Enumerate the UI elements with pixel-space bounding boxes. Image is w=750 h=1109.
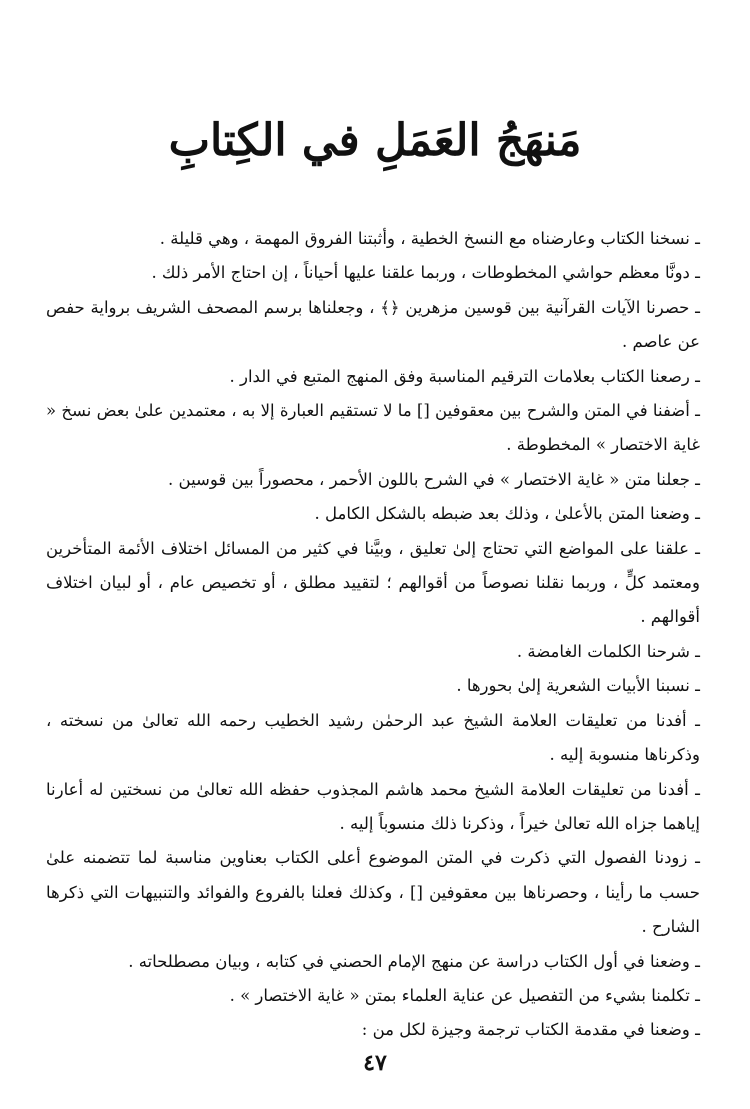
bullet-dash: ـ xyxy=(689,985,700,1005)
bullet-dash: ـ xyxy=(689,366,700,386)
list-item-text: رصعنا الكتاب بعلامات الترقيم المناسبة وفق المنهج المتبع في الدار . xyxy=(229,366,690,386)
list-item xyxy=(46,256,700,290)
bullet-dash: ـ xyxy=(686,710,700,730)
list-item xyxy=(46,1013,700,1047)
list-item xyxy=(46,773,700,842)
list-item-text: زودنا الفصول التي ذكرت في المتن الموضوع أعلى الكتاب بعناوين مناسبة لما تتضمنه علىٰ حسب ما رأينا ، وحصرناها بين معقوفين [] ، وكذلك فعلنا بالفروع والفوائد والتنبيهات التي ذكرها الشارح . xyxy=(46,848,700,937)
list-item xyxy=(46,291,700,360)
bullet-dash: ـ xyxy=(689,641,700,661)
bullet-dash: ـ xyxy=(689,297,700,317)
bullet-dash: ـ xyxy=(689,951,700,971)
list-item xyxy=(46,635,700,669)
methodology-list xyxy=(46,222,700,1048)
page-number: ٤٧ xyxy=(363,1050,387,1076)
list-item xyxy=(46,945,700,979)
bullet-dash: ـ xyxy=(689,229,700,248)
list-item-text: دونَّا معظم حواشي المخطوطات ، وربما علقنا عليها أحياناً ، إن احتاج الأمر ذلك . xyxy=(151,263,690,283)
list-item-text: جعلنا متن « غاية الاختصار » في الشرح باللون الأحمر ، محصوراً بين قوسين . xyxy=(168,469,690,489)
list-item xyxy=(46,979,700,1013)
list-item-text: تكلمنا بشيء من التفصيل عن عناية العلماء بمتن « غاية الاختصار » . xyxy=(229,985,690,1005)
list-item-text: نسبنا الأبيات الشعرية إلىٰ بحورها . xyxy=(456,676,690,696)
list-item xyxy=(46,669,700,703)
list-item xyxy=(46,222,700,256)
list-item-text: علقنا على المواضع التي تحتاج إلىٰ تعليق ، وبيَّنا في كثير من المسائل اختلاف الأئمة المتأخرين ومعتمد كلٍّ ، وربما نقلنا نصوصاً من أقوالهم ؛ لتقييد مطلق ، أو تخصيص عام ، أو لبيان اختلاف أقوالهم . xyxy=(46,538,700,627)
list-item xyxy=(46,841,700,944)
bullet-dash: ـ xyxy=(689,401,700,421)
list-item-text: وضعنا في أول الكتاب دراسة عن منهج الإمام الحصني في كتابه ، وبيان مصطلحاته . xyxy=(128,951,690,971)
bullet-dash: ـ xyxy=(689,263,700,283)
list-item-text: شرحنا الكلمات الغامضة . xyxy=(516,641,690,661)
bullet-dash: ـ xyxy=(688,779,700,799)
list-item-text: حصرنا الآيات القرآنية بين قوسين مزهرين ﴿﴾ ، وجعلناها برسم المصحف الشريف برواية حفص عن عاصم . xyxy=(46,297,700,352)
bullet-dash: ـ xyxy=(688,538,700,558)
bullet-dash: ـ xyxy=(687,848,700,868)
list-item-text: وضعنا في مقدمة الكتاب ترجمة وجيزة لكل من : xyxy=(361,1020,690,1040)
bullet-dash: ـ xyxy=(689,1020,700,1040)
bullet-dash: ـ xyxy=(689,676,700,696)
list-item-text: وضعنا المتن بالأعلىٰ ، وذلك بعد ضبطه بالشكل الكامل . xyxy=(314,504,690,524)
list-item xyxy=(46,497,700,531)
list-item xyxy=(46,463,700,497)
list-item-text: أفدنا من تعليقات العلامة الشيخ عبد الرحمٰن رشيد الخطيب رحمه الله تعالىٰ من نسخته ، وذكرناها منسوبة إليه . xyxy=(46,710,700,765)
bullet-dash: ـ xyxy=(689,469,700,489)
list-item-text: نسخنا الكتاب وعارضناه مع النسخ الخطية ، وأثبتنا الفروق المهمة ، وهي قليلة . xyxy=(159,229,690,248)
list-item xyxy=(46,704,700,773)
list-item-text: أفدنا من تعليقات العلامة الشيخ محمد هاشم المجذوب حفظه الله تعالىٰ من نسختين له أعارنا إياهما جزاه الله تعالىٰ خيراً ، وذكرنا ذلك منسوباً إليه . xyxy=(46,779,700,833)
list-item-text: أضفنا في المتن والشرح بين معقوفين [] ما لا تستقيم العبارة إلا به ، معتمدين علىٰ بعض نسخ « غاية الاختصار » المخطوطة . xyxy=(46,401,700,455)
page-title: مَنهَجُ العَمَلِ في الكِتابِ xyxy=(168,115,582,166)
list-item xyxy=(46,394,700,463)
list-item xyxy=(46,532,700,635)
list-item xyxy=(46,360,700,394)
bullet-dash: ـ xyxy=(689,504,700,524)
